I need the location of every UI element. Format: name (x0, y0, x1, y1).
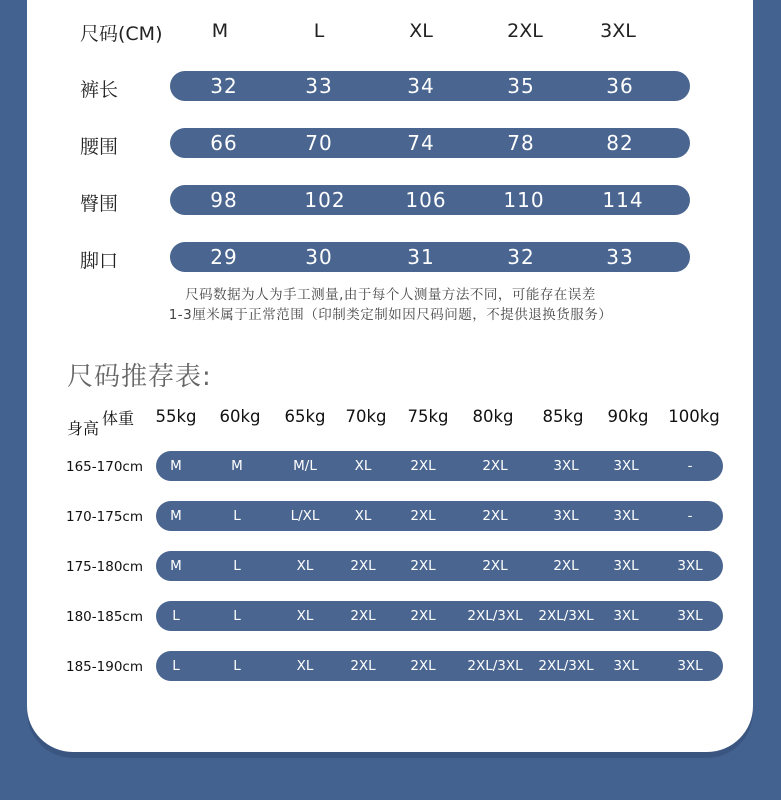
cell: M (170, 558, 182, 574)
cell: 2XL (482, 458, 508, 474)
size-note-line2: 1-3厘米属于正常范围（印制类定制如因尺码问题，不提供退换货服务） (168, 307, 613, 323)
size-row-hip (170, 185, 690, 215)
cell: 2XL (410, 608, 436, 624)
cell: XL (354, 458, 372, 474)
cell: 3XL (613, 608, 639, 624)
recommend-title: 尺码推荐表: (67, 362, 212, 392)
cell: 3XL (613, 458, 639, 474)
cell: 2XL (410, 558, 436, 574)
weight-col: 100kg (668, 407, 720, 426)
cell: 35 (507, 74, 535, 98)
cell: 82 (606, 131, 634, 155)
cell: 36 (606, 74, 634, 98)
cell: 3XL (613, 508, 639, 524)
cell: 2XL/3XL (538, 658, 594, 674)
cell: 3XL (553, 508, 579, 524)
recommend-row (156, 651, 723, 681)
size-col-2xl: 2XL (507, 20, 543, 42)
cell: L (172, 608, 180, 624)
cell: - (687, 458, 693, 474)
weight-col: 65kg (284, 407, 326, 426)
cell: 114 (602, 188, 644, 212)
cell: 70 (305, 131, 333, 155)
size-row-length (170, 71, 690, 101)
cell: XL (296, 658, 314, 674)
weight-col: 80kg (472, 407, 514, 426)
recommend-row (156, 501, 723, 531)
cell: 3XL (677, 558, 703, 574)
size-row-waist (170, 128, 690, 158)
cell: 110 (503, 188, 545, 212)
weight-col: 85kg (542, 407, 584, 426)
cell: 32 (210, 74, 238, 98)
cell: 31 (407, 245, 435, 269)
cell: 2XL (410, 508, 436, 524)
cell: XL (354, 508, 372, 524)
cell: 3XL (553, 458, 579, 474)
recommend-row (156, 451, 723, 481)
cell: L (233, 608, 241, 624)
cell: 3XL (677, 608, 703, 624)
row-label-length: 裤长 (80, 79, 119, 101)
height-label: 165-170cm (66, 459, 143, 475)
cell: XL (296, 608, 314, 624)
row-label-waist: 腰围 (80, 136, 119, 158)
cell: 3XL (677, 658, 703, 674)
cell: 3XL (613, 558, 639, 574)
weight-col: 75kg (407, 407, 449, 426)
weight-col: 90kg (607, 407, 649, 426)
row-label-hem: 脚口 (80, 250, 119, 272)
cell: 2XL (410, 458, 436, 474)
size-row-hem (170, 242, 690, 272)
cell: L/XL (290, 508, 320, 524)
cell: 102 (304, 188, 346, 212)
size-header-label: 尺码(CM) (80, 23, 163, 45)
cell: 66 (210, 131, 238, 155)
size-col-m: M (211, 20, 229, 42)
cell: 2XL (482, 508, 508, 524)
cell: L (172, 658, 180, 674)
weight-col: 70kg (345, 407, 387, 426)
cell: 29 (210, 245, 238, 269)
corner-height-label: 身高 (67, 419, 100, 438)
size-col-l: L (313, 20, 325, 42)
cell: M/L (293, 458, 317, 474)
cell: 74 (407, 131, 435, 155)
cell: 2XL/3XL (467, 608, 523, 624)
cell: M (231, 458, 243, 474)
cell: 34 (407, 74, 435, 98)
cell: M (170, 458, 182, 474)
cell: 2XL (553, 558, 579, 574)
recommend-row (156, 601, 723, 631)
cell: M (170, 508, 182, 524)
height-label: 170-175cm (66, 509, 143, 525)
cell: 2XL/3XL (467, 658, 523, 674)
cell: - (687, 508, 693, 524)
size-note-line1: 尺码数据为人为手工测量,由于每个人测量方法不同，可能存在误差 (185, 287, 596, 303)
cell: 32 (507, 245, 535, 269)
weight-col: 60kg (219, 407, 261, 426)
height-label: 180-185cm (66, 609, 143, 625)
cell: 2XL (350, 558, 376, 574)
height-label: 185-190cm (66, 659, 143, 675)
cell: 3XL (613, 658, 639, 674)
cell: L (233, 558, 241, 574)
size-col-3xl: 3XL (600, 20, 636, 42)
cell: 33 (606, 245, 634, 269)
cell: 106 (405, 188, 447, 212)
cell: 30 (305, 245, 333, 269)
cell: 33 (305, 74, 333, 98)
size-col-xl: XL (409, 20, 433, 42)
cell: 2XL (410, 658, 436, 674)
cell: 2XL (350, 608, 376, 624)
row-label-hip: 臀围 (80, 193, 119, 215)
cell: L (233, 658, 241, 674)
recommend-row (156, 551, 723, 581)
cell: 2XL (482, 558, 508, 574)
cell: 2XL (350, 658, 376, 674)
cell: XL (296, 558, 314, 574)
cell: 78 (507, 131, 535, 155)
corner-weight-label: 体重 (102, 409, 135, 428)
cell: 2XL/3XL (538, 608, 594, 624)
cell: L (233, 508, 241, 524)
cell: 98 (210, 188, 238, 212)
height-label: 175-180cm (66, 559, 143, 575)
weight-col: 55kg (155, 407, 197, 426)
